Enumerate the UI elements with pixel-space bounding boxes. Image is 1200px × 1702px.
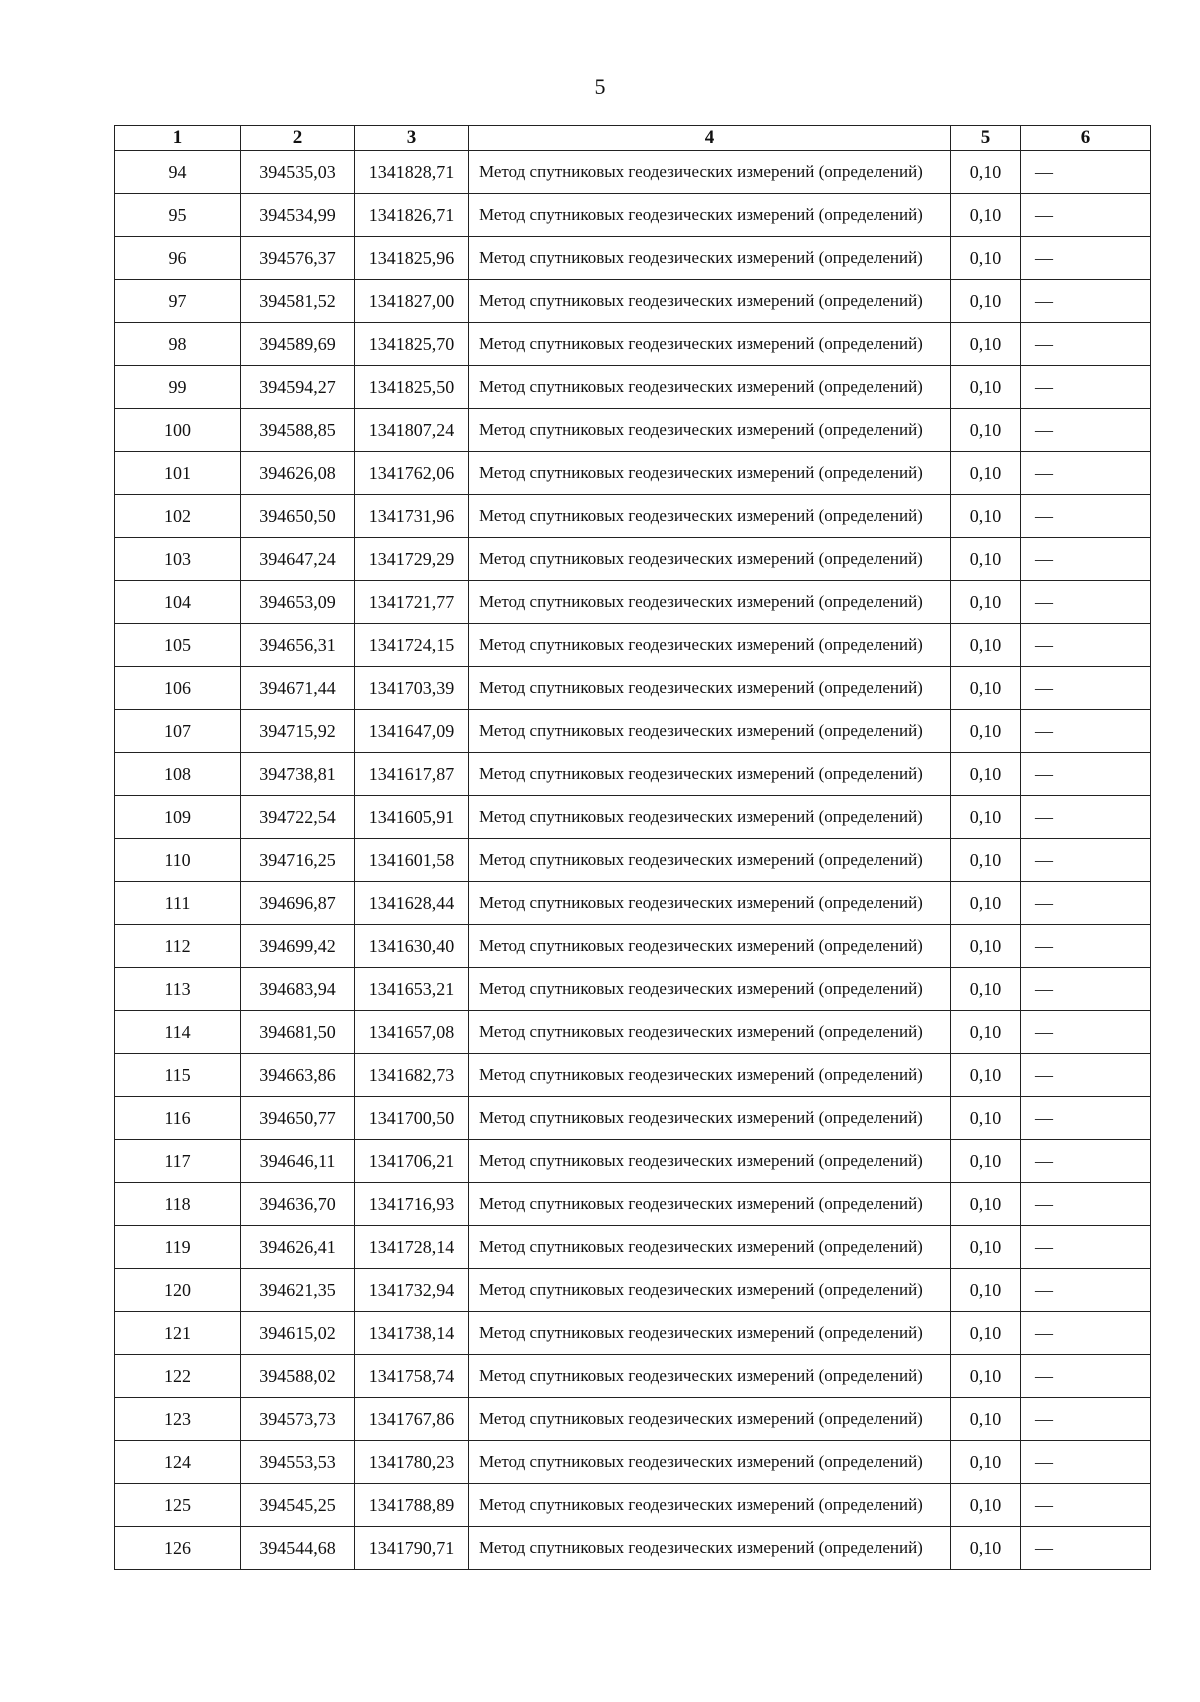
method-cell: Метод спутниковых геодезических измерений (определений): [469, 1226, 951, 1269]
point-number-cell: 125: [115, 1484, 241, 1527]
point-number-cell: 99: [115, 366, 241, 409]
method-cell: Метод спутниковых геодезических измерений (определений): [469, 1183, 951, 1226]
table-row: [115, 1011, 1151, 1054]
y-coordinate-cell: 1341617,87: [355, 753, 469, 796]
y-coordinate-cell: 1341682,73: [355, 1054, 469, 1097]
point-number-cell: 110: [115, 839, 241, 882]
method-cell: Метод спутниковых геодезических измерений (определений): [469, 1527, 951, 1570]
x-coordinate-cell: 394716,25: [241, 839, 355, 882]
note-cell: —: [1021, 366, 1151, 409]
note-cell: —: [1021, 237, 1151, 280]
accuracy-cell: 0,10: [951, 667, 1021, 710]
table-row: [115, 323, 1151, 366]
point-number-cell: 120: [115, 1269, 241, 1312]
column-header-3: 3: [355, 126, 469, 151]
table-row: [115, 237, 1151, 280]
table-body: [115, 151, 1151, 1570]
accuracy-cell: 0,10: [951, 237, 1021, 280]
accuracy-cell: 0,10: [951, 581, 1021, 624]
y-coordinate-cell: 1341630,40: [355, 925, 469, 968]
accuracy-cell: 0,10: [951, 1398, 1021, 1441]
method-cell: Метод спутниковых геодезических измерений (определений): [469, 1054, 951, 1097]
x-coordinate-cell: 394722,54: [241, 796, 355, 839]
x-coordinate-cell: 394646,11: [241, 1140, 355, 1183]
note-cell: —: [1021, 925, 1151, 968]
method-cell: Метод спутниковых геодезических измерений (определений): [469, 495, 951, 538]
note-cell: —: [1021, 1355, 1151, 1398]
x-coordinate-cell: 394663,86: [241, 1054, 355, 1097]
point-number-cell: 102: [115, 495, 241, 538]
table-row: [115, 1054, 1151, 1097]
method-cell: Метод спутниковых геодезических измерений (определений): [469, 753, 951, 796]
point-number-cell: 106: [115, 667, 241, 710]
table-row: [115, 882, 1151, 925]
table-row: [115, 624, 1151, 667]
note-cell: —: [1021, 409, 1151, 452]
table-row: [115, 968, 1151, 1011]
method-cell: Метод спутниковых геодезических измерений (определений): [469, 366, 951, 409]
point-number-cell: 118: [115, 1183, 241, 1226]
y-coordinate-cell: 1341758,74: [355, 1355, 469, 1398]
x-coordinate-cell: 394681,50: [241, 1011, 355, 1054]
y-coordinate-cell: 1341706,21: [355, 1140, 469, 1183]
point-number-cell: 108: [115, 753, 241, 796]
x-coordinate-cell: 394594,27: [241, 366, 355, 409]
table-row: [115, 495, 1151, 538]
column-header-6: 6: [1021, 126, 1151, 151]
method-cell: Метод спутниковых геодезических измерений (определений): [469, 1140, 951, 1183]
point-number-cell: 122: [115, 1355, 241, 1398]
x-coordinate-cell: 394535,03: [241, 151, 355, 194]
method-cell: Метод спутниковых геодезических измерений (определений): [469, 323, 951, 366]
table-row: [115, 1441, 1151, 1484]
accuracy-cell: 0,10: [951, 495, 1021, 538]
x-coordinate-cell: 394647,24: [241, 538, 355, 581]
method-cell: Метод спутниковых геодезических измерений (определений): [469, 968, 951, 1011]
y-coordinate-cell: 1341729,29: [355, 538, 469, 581]
method-cell: Метод спутниковых геодезических измерений (определений): [469, 1269, 951, 1312]
x-coordinate-cell: 394553,53: [241, 1441, 355, 1484]
method-cell: Метод спутниковых геодезических измерений (определений): [469, 1484, 951, 1527]
point-number-cell: 126: [115, 1527, 241, 1570]
x-coordinate-cell: 394656,31: [241, 624, 355, 667]
note-cell: —: [1021, 624, 1151, 667]
x-coordinate-cell: 394699,42: [241, 925, 355, 968]
y-coordinate-cell: 1341728,14: [355, 1226, 469, 1269]
note-cell: —: [1021, 1527, 1151, 1570]
y-coordinate-cell: 1341724,15: [355, 624, 469, 667]
x-coordinate-cell: 394738,81: [241, 753, 355, 796]
note-cell: —: [1021, 1054, 1151, 1097]
table-row: [115, 409, 1151, 452]
point-number-cell: 104: [115, 581, 241, 624]
x-coordinate-cell: 394588,85: [241, 409, 355, 452]
point-number-cell: 111: [115, 882, 241, 925]
y-coordinate-cell: 1341825,50: [355, 366, 469, 409]
x-coordinate-cell: 394545,25: [241, 1484, 355, 1527]
y-coordinate-cell: 1341605,91: [355, 796, 469, 839]
y-coordinate-cell: 1341716,93: [355, 1183, 469, 1226]
point-number-cell: 121: [115, 1312, 241, 1355]
accuracy-cell: 0,10: [951, 1226, 1021, 1269]
y-coordinate-cell: 1341628,44: [355, 882, 469, 925]
table-row: [115, 1527, 1151, 1570]
note-cell: —: [1021, 1312, 1151, 1355]
table-row: [115, 710, 1151, 753]
table-row: [115, 753, 1151, 796]
x-coordinate-cell: 394650,77: [241, 1097, 355, 1140]
accuracy-cell: 0,10: [951, 452, 1021, 495]
table-row: [115, 151, 1151, 194]
accuracy-cell: 0,10: [951, 1097, 1021, 1140]
note-cell: —: [1021, 194, 1151, 237]
table-row: [115, 1269, 1151, 1312]
method-cell: Метод спутниковых геодезических измерений (определений): [469, 151, 951, 194]
table-row: [115, 581, 1151, 624]
accuracy-cell: 0,10: [951, 323, 1021, 366]
point-number-cell: 114: [115, 1011, 241, 1054]
y-coordinate-cell: 1341807,24: [355, 409, 469, 452]
accuracy-cell: 0,10: [951, 1527, 1021, 1570]
method-cell: Метод спутниковых геодезических измерений (определений): [469, 839, 951, 882]
method-cell: Метод спутниковых геодезических измерений (определений): [469, 1398, 951, 1441]
point-number-cell: 112: [115, 925, 241, 968]
table-row: [115, 1312, 1151, 1355]
method-cell: Метод спутниковых геодезических измерений (определений): [469, 452, 951, 495]
note-cell: —: [1021, 1011, 1151, 1054]
method-cell: Метод спутниковых геодезических измерений (определений): [469, 237, 951, 280]
method-cell: Метод спутниковых геодезических измерений (определений): [469, 710, 951, 753]
y-coordinate-cell: 1341731,96: [355, 495, 469, 538]
method-cell: Метод спутниковых геодезических измерений (определений): [469, 581, 951, 624]
note-cell: —: [1021, 882, 1151, 925]
x-coordinate-cell: 394576,37: [241, 237, 355, 280]
x-coordinate-cell: 394626,08: [241, 452, 355, 495]
x-coordinate-cell: 394534,99: [241, 194, 355, 237]
table-row: [115, 925, 1151, 968]
method-cell: Метод спутниковых геодезических измерений (определений): [469, 1312, 951, 1355]
y-coordinate-cell: 1341647,09: [355, 710, 469, 753]
y-coordinate-cell: 1341825,70: [355, 323, 469, 366]
note-cell: —: [1021, 1269, 1151, 1312]
table-row: [115, 452, 1151, 495]
x-coordinate-cell: 394621,35: [241, 1269, 355, 1312]
note-cell: —: [1021, 667, 1151, 710]
y-coordinate-cell: 1341788,89: [355, 1484, 469, 1527]
accuracy-cell: 0,10: [951, 1441, 1021, 1484]
accuracy-cell: 0,10: [951, 925, 1021, 968]
table-row: [115, 280, 1151, 323]
note-cell: —: [1021, 1097, 1151, 1140]
point-number-cell: 94: [115, 151, 241, 194]
method-cell: Метод спутниковых геодезических измерений (определений): [469, 882, 951, 925]
accuracy-cell: 0,10: [951, 366, 1021, 409]
point-number-cell: 97: [115, 280, 241, 323]
point-number-cell: 116: [115, 1097, 241, 1140]
note-cell: —: [1021, 280, 1151, 323]
method-cell: Метод спутниковых геодезических измерений (определений): [469, 280, 951, 323]
table-header-row: [115, 126, 1151, 151]
page-number: 5: [594, 74, 606, 99]
x-coordinate-cell: 394683,94: [241, 968, 355, 1011]
y-coordinate-cell: 1341827,00: [355, 280, 469, 323]
accuracy-cell: 0,10: [951, 882, 1021, 925]
note-cell: —: [1021, 151, 1151, 194]
note-cell: —: [1021, 839, 1151, 882]
method-cell: Метод спутниковых геодезических измерений (определений): [469, 796, 951, 839]
table-row: [115, 366, 1151, 409]
y-coordinate-cell: 1341828,71: [355, 151, 469, 194]
y-coordinate-cell: 1341732,94: [355, 1269, 469, 1312]
column-header-2: 2: [241, 126, 355, 151]
accuracy-cell: 0,10: [951, 624, 1021, 667]
method-cell: Метод спутниковых геодезических измерений (определений): [469, 409, 951, 452]
accuracy-cell: 0,10: [951, 409, 1021, 452]
x-coordinate-cell: 394696,87: [241, 882, 355, 925]
table-row: [115, 796, 1151, 839]
y-coordinate-cell: 1341767,86: [355, 1398, 469, 1441]
accuracy-cell: 0,10: [951, 1011, 1021, 1054]
column-header-5: 5: [951, 126, 1021, 151]
y-coordinate-cell: 1341703,39: [355, 667, 469, 710]
table-row: [115, 1140, 1151, 1183]
note-cell: —: [1021, 968, 1151, 1011]
point-number-cell: 119: [115, 1226, 241, 1269]
point-number-cell: 98: [115, 323, 241, 366]
x-coordinate-cell: 394626,41: [241, 1226, 355, 1269]
note-cell: —: [1021, 796, 1151, 839]
y-coordinate-cell: 1341780,23: [355, 1441, 469, 1484]
table-row: [115, 667, 1151, 710]
note-cell: —: [1021, 753, 1151, 796]
x-coordinate-cell: 394544,68: [241, 1527, 355, 1570]
x-coordinate-cell: 394671,44: [241, 667, 355, 710]
x-coordinate-cell: 394589,69: [241, 323, 355, 366]
note-cell: —: [1021, 581, 1151, 624]
y-coordinate-cell: 1341601,58: [355, 839, 469, 882]
note-cell: —: [1021, 710, 1151, 753]
accuracy-cell: 0,10: [951, 710, 1021, 753]
accuracy-cell: 0,10: [951, 839, 1021, 882]
x-coordinate-cell: 394653,09: [241, 581, 355, 624]
x-coordinate-cell: 394715,92: [241, 710, 355, 753]
note-cell: —: [1021, 1398, 1151, 1441]
table-row: [115, 1226, 1151, 1269]
point-number-cell: 123: [115, 1398, 241, 1441]
accuracy-cell: 0,10: [951, 280, 1021, 323]
y-coordinate-cell: 1341762,06: [355, 452, 469, 495]
accuracy-cell: 0,10: [951, 1484, 1021, 1527]
y-coordinate-cell: 1341700,50: [355, 1097, 469, 1140]
table-row: [115, 1183, 1151, 1226]
accuracy-cell: 0,10: [951, 538, 1021, 581]
table-row: [115, 1097, 1151, 1140]
x-coordinate-cell: 394588,02: [241, 1355, 355, 1398]
table-row: [115, 194, 1151, 237]
accuracy-cell: 0,10: [951, 1140, 1021, 1183]
point-number-cell: 103: [115, 538, 241, 581]
point-number-cell: 107: [115, 710, 241, 753]
note-cell: —: [1021, 1484, 1151, 1527]
table-row: [115, 538, 1151, 581]
point-number-cell: 101: [115, 452, 241, 495]
accuracy-cell: 0,10: [951, 194, 1021, 237]
method-cell: Метод спутниковых геодезических измерений (определений): [469, 1097, 951, 1140]
point-number-cell: 113: [115, 968, 241, 1011]
accuracy-cell: 0,10: [951, 1183, 1021, 1226]
method-cell: Метод спутниковых геодезических измерений (определений): [469, 925, 951, 968]
point-number-cell: 109: [115, 796, 241, 839]
table-row: [115, 1398, 1151, 1441]
note-cell: —: [1021, 1441, 1151, 1484]
note-cell: —: [1021, 323, 1151, 366]
method-cell: Метод спутниковых геодезических измерений (определений): [469, 194, 951, 237]
y-coordinate-cell: 1341653,21: [355, 968, 469, 1011]
y-coordinate-cell: 1341826,71: [355, 194, 469, 237]
column-header-4: 4: [469, 126, 951, 151]
method-cell: Метод спутниковых геодезических измерений (определений): [469, 1355, 951, 1398]
note-cell: —: [1021, 1183, 1151, 1226]
method-cell: Метод спутниковых геодезических измерений (определений): [469, 667, 951, 710]
accuracy-cell: 0,10: [951, 1312, 1021, 1355]
table-row: [115, 839, 1151, 882]
x-coordinate-cell: 394650,50: [241, 495, 355, 538]
x-coordinate-cell: 394573,73: [241, 1398, 355, 1441]
method-cell: Метод спутниковых геодезических измерений (определений): [469, 624, 951, 667]
accuracy-cell: 0,10: [951, 796, 1021, 839]
point-number-cell: 115: [115, 1054, 241, 1097]
method-cell: Метод спутниковых геодезических измерений (определений): [469, 538, 951, 581]
point-number-cell: 96: [115, 237, 241, 280]
y-coordinate-cell: 1341738,14: [355, 1312, 469, 1355]
accuracy-cell: 0,10: [951, 753, 1021, 796]
x-coordinate-cell: 394636,70: [241, 1183, 355, 1226]
method-cell: Метод спутниковых геодезических измерений (определений): [469, 1011, 951, 1054]
accuracy-cell: 0,10: [951, 1054, 1021, 1097]
note-cell: —: [1021, 495, 1151, 538]
point-number-cell: 124: [115, 1441, 241, 1484]
table-row: [115, 1484, 1151, 1527]
note-cell: —: [1021, 452, 1151, 495]
y-coordinate-cell: 1341790,71: [355, 1527, 469, 1570]
accuracy-cell: 0,10: [951, 968, 1021, 1011]
note-cell: —: [1021, 1140, 1151, 1183]
y-coordinate-cell: 1341657,08: [355, 1011, 469, 1054]
y-coordinate-cell: 1341825,96: [355, 237, 469, 280]
method-cell: Метод спутниковых геодезических измерений (определений): [469, 1441, 951, 1484]
table-row: [115, 1355, 1151, 1398]
y-coordinate-cell: 1341721,77: [355, 581, 469, 624]
note-cell: —: [1021, 538, 1151, 581]
accuracy-cell: 0,10: [951, 1355, 1021, 1398]
accuracy-cell: 0,10: [951, 1269, 1021, 1312]
note-cell: —: [1021, 1226, 1151, 1269]
point-number-cell: 105: [115, 624, 241, 667]
x-coordinate-cell: 394581,52: [241, 280, 355, 323]
x-coordinate-cell: 394615,02: [241, 1312, 355, 1355]
column-header-1: 1: [115, 126, 241, 151]
point-number-cell: 100: [115, 409, 241, 452]
point-number-cell: 117: [115, 1140, 241, 1183]
accuracy-cell: 0,10: [951, 151, 1021, 194]
point-number-cell: 95: [115, 194, 241, 237]
coordinates-table: [114, 125, 1151, 1570]
